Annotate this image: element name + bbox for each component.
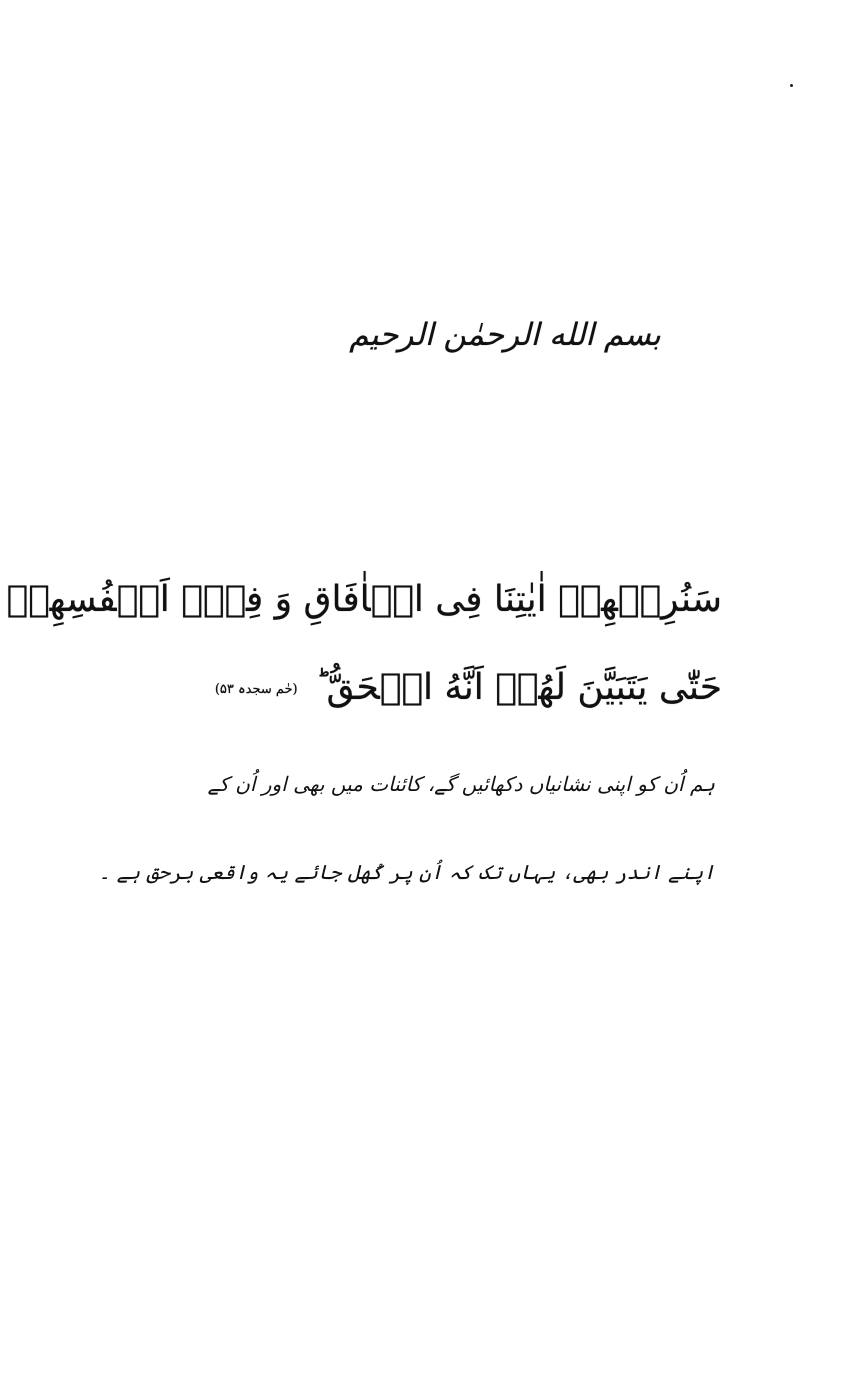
translation-line-1: ہم اُن کو اپنی نشانیاں دکھائیں گے، کائنات میں بھی اور اُن کے [207, 772, 715, 796]
translation-line-2: اپنے اندر بھی، یہاں تک کہ اُن پر کُھل جائے یہ واقعی برحق ہے ۔ [98, 860, 715, 884]
quran-verse-line-2: حَتّٰی یَتَبَیَّنَ لَهُمۡ اَنَّهُ الۡحَقُّ ؕ [315, 667, 722, 708]
verse-citation: (حٰم سجدہ ۵۳) [214, 682, 298, 697]
quran-verse-line-1: سَنُرِیۡهِمۡ اٰیٰتِنَا فِی الۡاٰفَاقِ وَ فِیۡۤ اَنۡفُسِهِمۡ [6, 579, 722, 620]
quran-verse-line-2-row [214, 658, 722, 720]
page-speck [790, 84, 793, 87]
bismillah-calligraphy: بسم الله الرحمٰن الرحیم [349, 317, 661, 353]
